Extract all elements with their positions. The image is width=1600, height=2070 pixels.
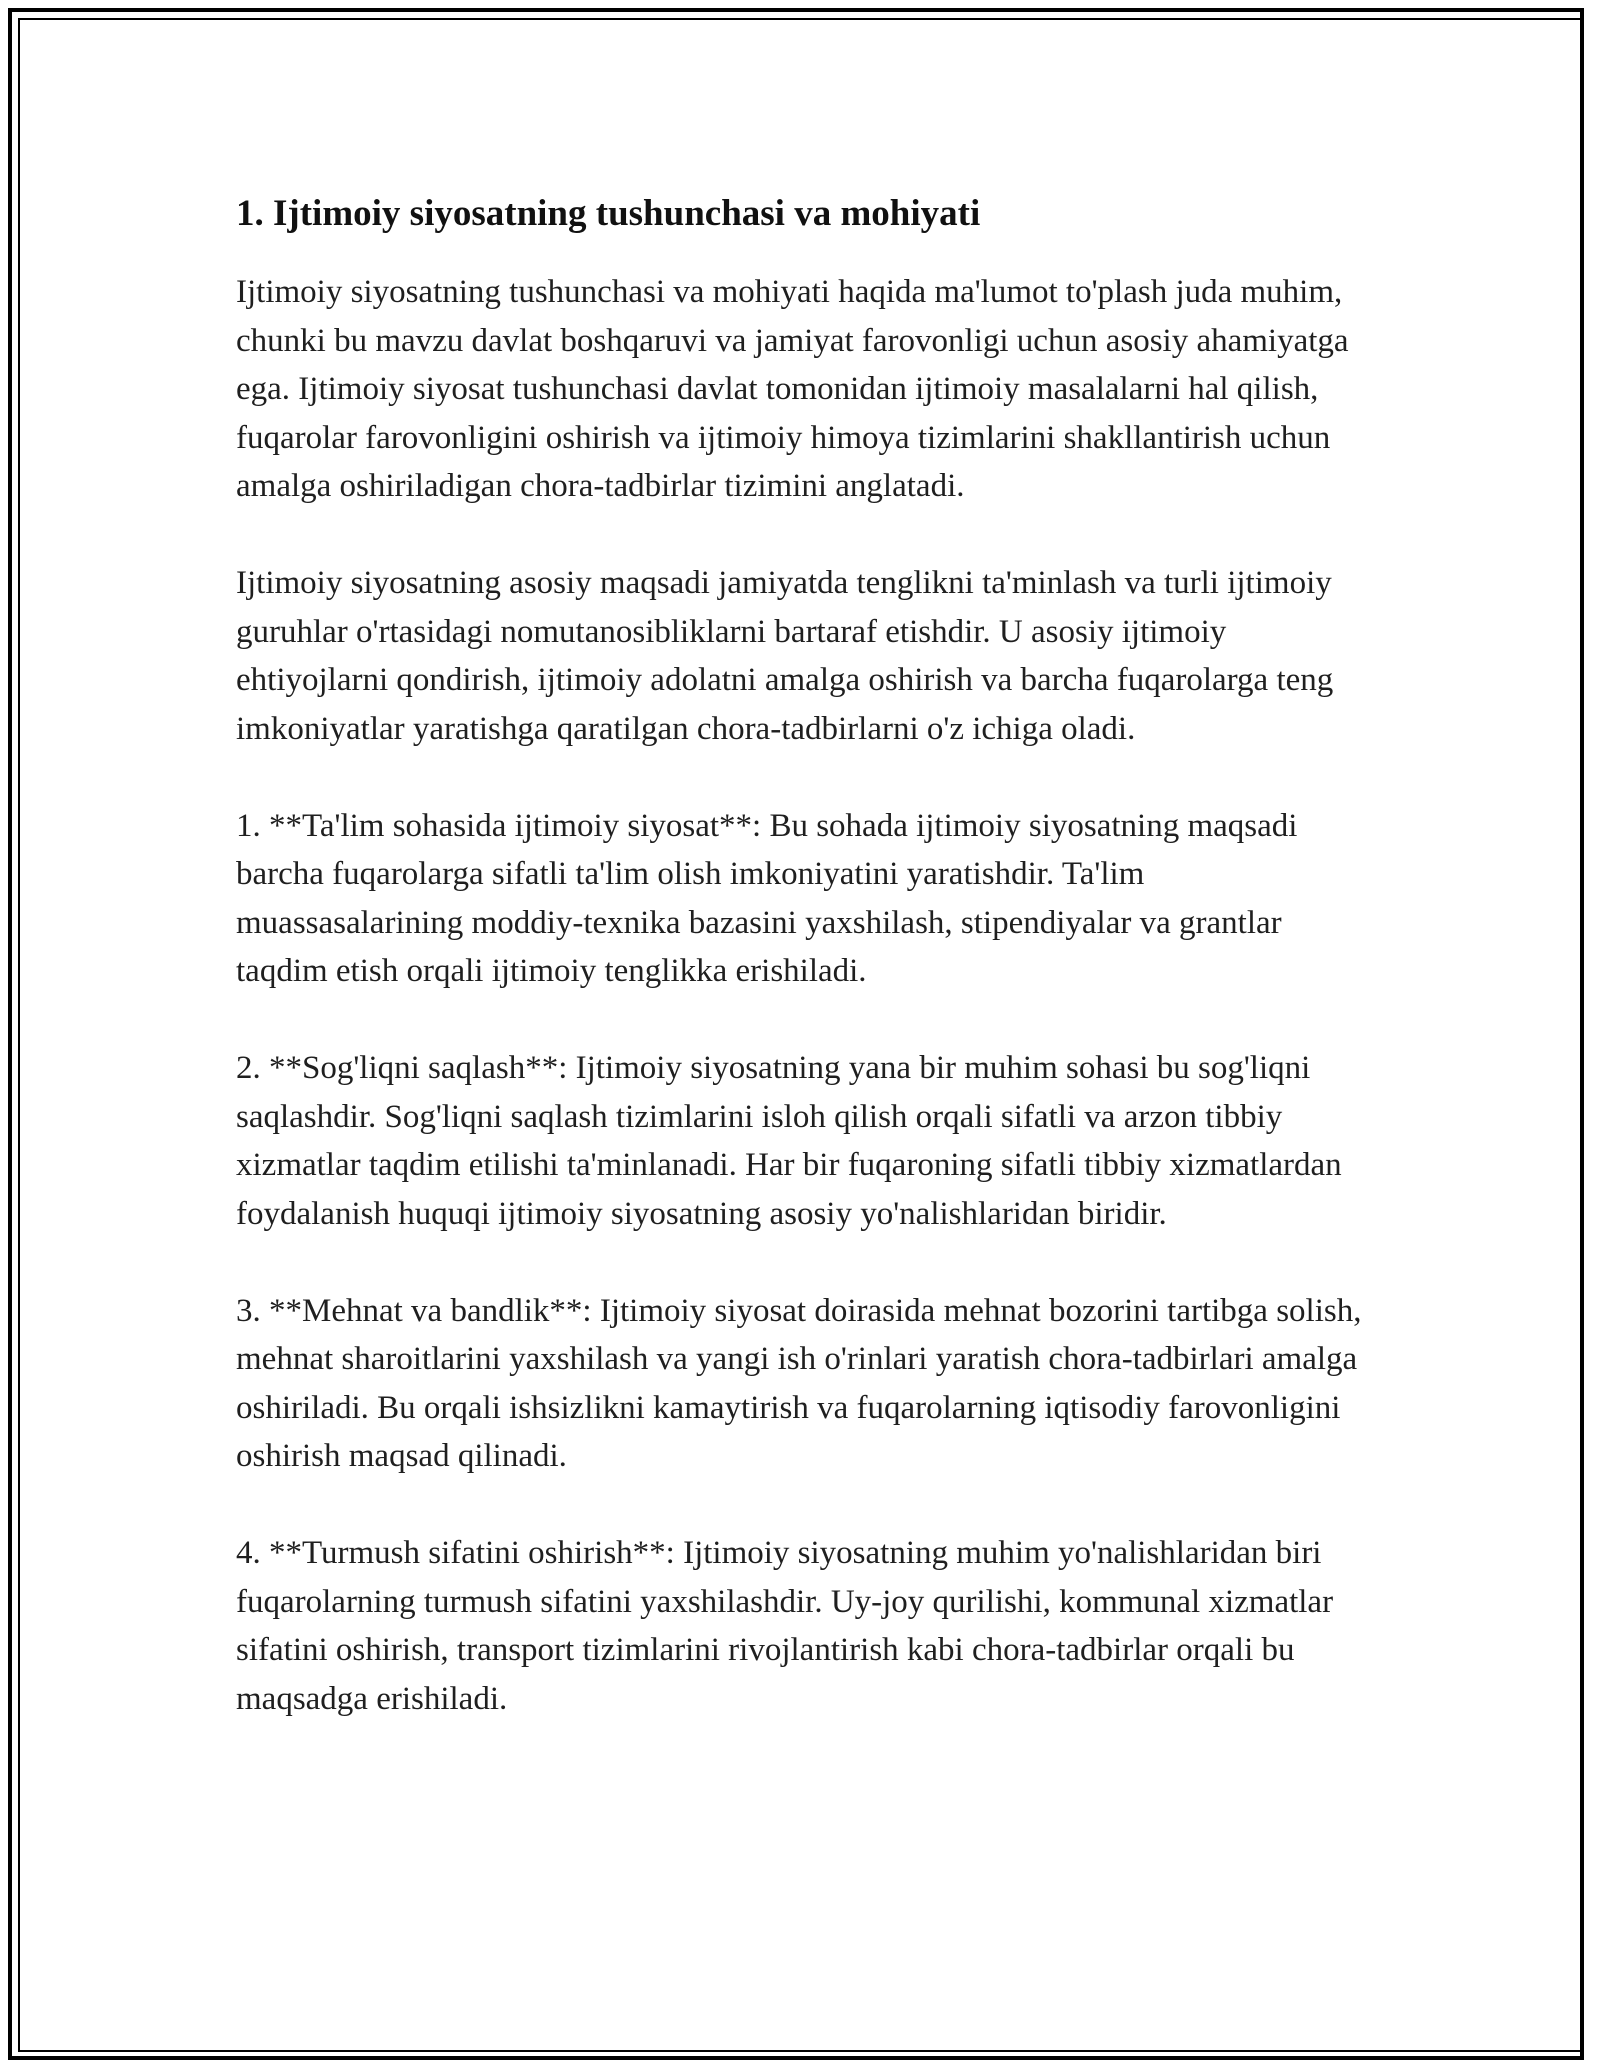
section-heading: 1. Ijtimoiy siyosatning tushunchasi va mohiyati: [236, 193, 981, 234]
paragraph-main-goal: Ijtimoiy siyosatning asosiy maqsadi jamiyatda tenglikni ta'minlash va turli ijtimoiy guruhlar o'rtasidagi nomutanosibliklarni bartaraf etishdir. U asosiy ijtimoiy ehtiyojlarni qondirish, ijtimoiy adolatni amalga oshirish va barcha fuqarolarga teng imkoniyatlar yaratishga qaratilgan chora-tadbirlarni o'z ichiga oladi.: [236, 565, 1334, 747]
document-body: [236, 188, 1364, 1772]
list-item-labor: 3. **Mehnat va bandlik**: Ijtimoiy siyosat doirasida mehnat bozorini tartibga solish, mehnat sharoitlarini yaxshilash va yangi ish o'rinlari yaratish chora-tadbirlari amalga oshiriladi. Bu orqali ishsizlikni kamaytirish va fuqarolarning iqtisodiy farovonligini oshirish maqsad qilinadi.: [236, 1292, 1362, 1474]
paragraph-intro: Ijtimoiy siyosatning tushunchasi va mohiyati haqida ma'lumot to'plash juda muhim, chunki bu mavzu davlat boshqaruvi va jamiyat farovonligi uchun asosiy ahamiyatga ega. Ijtimoiy siyosat tushunchasi davlat tomonidan ijtimoiy masalalarni hal qilish, fuqarolar farovonligini oshirish va ijtimoiy himoya tizimlarini shakllantirish uchun amalga oshiriladigan chora-tadbirlar tizimini anglatadi.: [236, 274, 1349, 504]
list-item-education: 1. **Ta'lim sohasida ijtimoiy siyosat**: Bu sohada ijtimoiy siyosatning maqsadi barcha fuqarolarga sifatli ta'lim olish imkoniyatini yaratishdir. Ta'lim muassasalarining moddiy-texnika bazasini yaxshilash, stipendiyalar va grantlar taqdim etish orqali ijtimoiy tenglikka erishiladi.: [236, 807, 1298, 989]
list-item-living-standards: 4. **Turmush sifatini oshirish**: Ijtimoiy siyosatning muhim yo'nalishlaridan biri fuqarolarning turmush sifatini yaxshilashdir. Uy-joy qurilishi, kommunal xizmatlar sifatini oshirish, transport tizimlarini rivojlantirish kabi chora-tadbirlar orqali bu maqsadga erishiladi.: [236, 1535, 1334, 1717]
list-item-healthcare: 2. **Sog'liqni saqlash**: Ijtimoiy siyosatning yana bir muhim sohasi bu sog'liqni saqlashdir. Sog'liqni saqlash tizimlarini isloh qilish orqali sifatli va arzon tibbiy xizmatlar taqdim etilishi ta'minlanadi. Har bir fuqaroning sifatli tibbiy xizmatlardan foydalanish huquqi ijtimoiy siyosatning asosiy yo'nalishlaridan biridir.: [236, 1050, 1342, 1232]
